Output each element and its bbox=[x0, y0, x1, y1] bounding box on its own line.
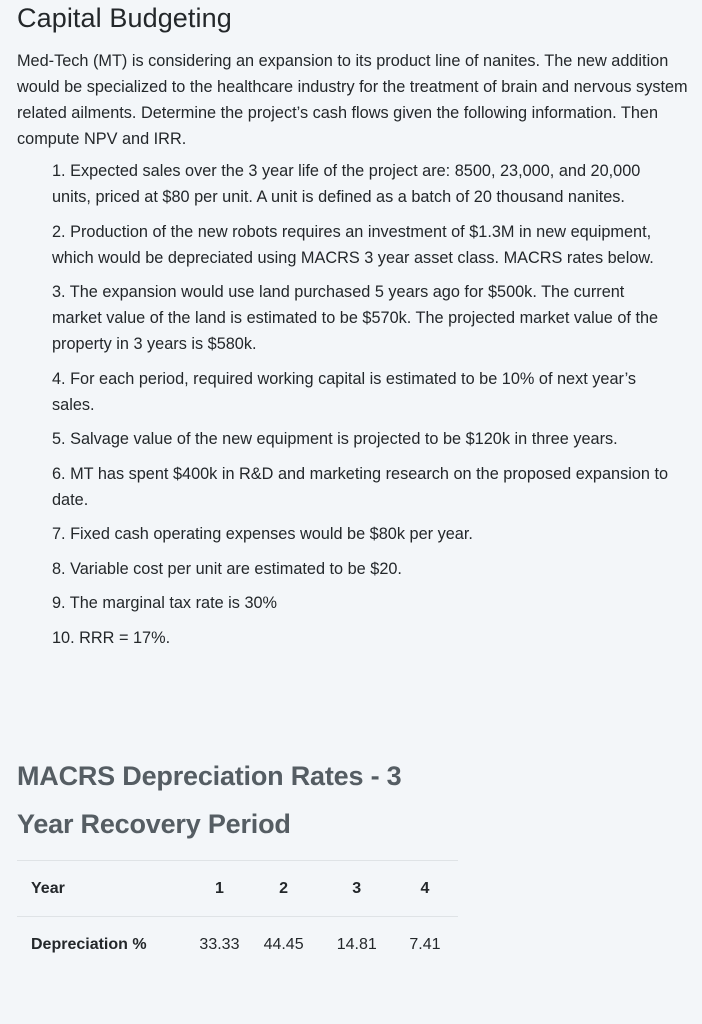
requirements-list bbox=[52, 158, 672, 659]
year-cell: 2 bbox=[279, 879, 289, 897]
page-title: Capital Budgeting bbox=[17, 3, 232, 33]
year-header: Year bbox=[31, 879, 65, 897]
year-cell: 4 bbox=[420, 879, 430, 897]
list-item: 10. RRR = 17%. bbox=[52, 628, 171, 647]
list-item: 8. Variable cost per unit are estimated to be $20. bbox=[52, 559, 402, 578]
list-item: 5. Salvage value of the new equipment is projected to be $120k in three years. bbox=[52, 430, 618, 448]
table-row bbox=[17, 917, 458, 973]
depreciation-header: Depreciation % bbox=[31, 935, 147, 953]
macrs-section-title: MACRS Depreciation Rates - 3 Year Recovery Period bbox=[17, 761, 402, 839]
rate-cell: 44.45 bbox=[263, 935, 304, 953]
list-item: 9. The marginal tax rate is 30% bbox=[52, 594, 278, 612]
table-row bbox=[17, 861, 458, 917]
list-item: 7. Fixed cash operating expenses would be $80k per year. bbox=[52, 525, 473, 543]
year-cell: 1 bbox=[214, 879, 224, 897]
rate-cell: 14.81 bbox=[336, 935, 377, 953]
rate-cell: 7.41 bbox=[409, 935, 441, 953]
rate-cell: 33.33 bbox=[199, 935, 240, 953]
list-item: 4. For each period, required working capital is estimated to be 10% of next year’s sales. bbox=[52, 369, 637, 414]
list-item: 6. MT has spent $400k in R&D and marketing research on the proposed expansion to date. bbox=[52, 464, 669, 509]
list-item: 3. The expansion would use land purchased 5 years ago for $500k. The current market value of the land is estimated to be $570k. The projected market value of the property in 3 years is $580k. bbox=[52, 283, 659, 353]
list-item: 2. Production of the new robots requires an investment of $1.3M in new equipment, which would be depreciated using MACRS 3 year asset class. MACRS rates below. bbox=[52, 222, 654, 267]
macrs-table bbox=[17, 860, 458, 972]
intro-paragraph: Med-Tech (MT) is considering an expansion to its product line of nanites. The new addition would be specialized to the healthcare industry for the treatment of brain and nervous system related ailments. Determine the project’s cash flows given the following information. Then compute NPV and IRR. bbox=[17, 52, 688, 148]
list-item: 1. Expected sales over the 3 year life of the project are: 8500, 23,000, and 20,000 units, priced at $80 per unit. A unit is defined as a batch of 20 thousand nanites. bbox=[52, 162, 641, 206]
year-cell: 3 bbox=[352, 879, 362, 897]
